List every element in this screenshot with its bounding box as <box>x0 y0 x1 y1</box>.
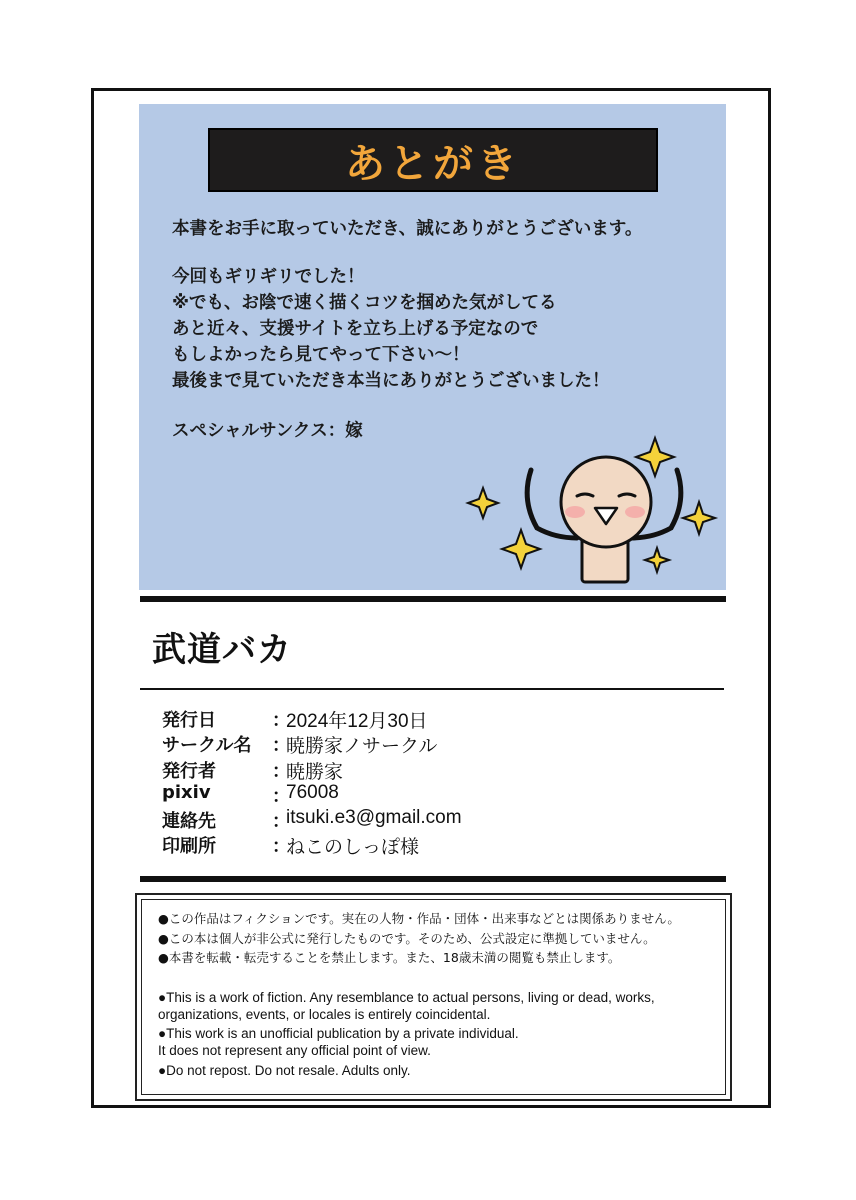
special-thanks: スペシャルサンクス：嫁 <box>172 421 363 441</box>
colophon-label: 連絡先 <box>162 811 216 832</box>
afterword-line: あと近々、支援サイトを立ち上げる予定なので <box>172 319 539 339</box>
section-divider <box>140 876 726 882</box>
colophon-separator: ： <box>272 811 290 832</box>
afterword-line: もしよかったら見てやって下さい〜！ <box>172 345 470 365</box>
notice-jp-line: ●本書を転載・転売することを禁止します。また、18歳未満の閲覧も禁止します。 <box>158 950 621 965</box>
colophon-value: 2024年12月30日 <box>286 711 428 732</box>
notice-jp-line: ●この本は個人が非公式に発行したものです。そのため、公式設定に準拠していません。 <box>158 931 656 946</box>
colophon-label: 印刷所 <box>162 836 216 857</box>
notice-jp-line: ●この作品はフィクションです。実在の人物・作品・団体・出来事などとは関係ありません。 <box>158 911 680 926</box>
notice-en-line: ●This is a work of fiction. Any resemblance to actual persons, living or dead, works, <box>158 990 655 1005</box>
colophon-separator: ： <box>272 761 290 782</box>
colophon-label: 発行日 <box>162 710 216 731</box>
colophon-label: サークル名 <box>162 735 252 756</box>
colophon-label: 発行者 <box>162 761 216 782</box>
colophon-separator: ： <box>272 710 290 731</box>
colophon-separator: ： <box>272 836 290 857</box>
afterword-line: 最後まで見ていただき本当にありがとうございました！ <box>172 371 610 391</box>
colophon-label: pixiv <box>162 782 211 803</box>
colophon-value: 暁勝家 <box>286 762 344 783</box>
notice-en-line: ●This work is an unofficial publication by a private individual. <box>158 1026 519 1041</box>
afterword-heading-box <box>208 128 658 192</box>
afterword-heading: あとがき <box>345 139 521 187</box>
notice-en-line: ●Do not repost. Do not resale. Adults only. <box>158 1063 411 1078</box>
colophon-separator: ： <box>272 786 290 807</box>
section-divider <box>140 596 726 602</box>
book-title: 武道バカ <box>152 630 292 670</box>
afterword-line: 今回もギリギリでした！ <box>172 267 365 287</box>
title-underline <box>140 688 724 690</box>
afterword-line: ※でも、お陰で速く描くコツを掴めた気がしてる <box>172 293 557 313</box>
colophon-value: ねこのしっぽ様 <box>286 837 420 858</box>
colophon-separator: ： <box>272 735 290 756</box>
colophon-value: 76008 <box>286 782 339 803</box>
colophon-value: 暁勝家ノサークル <box>286 736 438 757</box>
notice-en-line: organizations, events, or locales is entirely coincidental. <box>158 1007 491 1022</box>
afterword-line: 本書をお手に取っていただき、誠にありがとうございます。 <box>172 219 643 239</box>
notice-en-line: It does not represent any official point of view. <box>158 1043 431 1058</box>
cheering-character-illustration <box>465 430 725 585</box>
contact-email[interactable]: itsuki.e3@gmail.com <box>286 807 462 828</box>
